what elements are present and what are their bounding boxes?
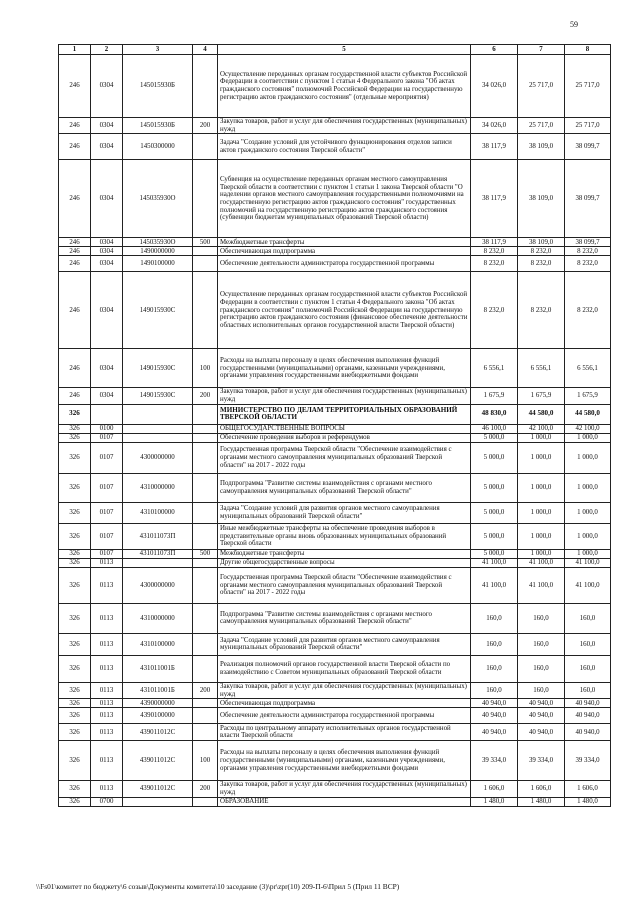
row-code: 0113 xyxy=(91,699,123,708)
row-code xyxy=(193,256,218,272)
row-code: 145015930Б xyxy=(123,55,193,118)
row-amount: 1 000,0 xyxy=(518,442,565,473)
row-code: 0107 xyxy=(91,523,123,549)
table-row xyxy=(59,523,611,549)
row-amount: 25 717,0 xyxy=(518,118,565,134)
table-row xyxy=(59,567,611,603)
row-code: 4310000000 xyxy=(123,603,193,633)
row-description: МИНИСТЕРСТВО ПО ДЕЛАМ ТЕРРИТОРИАЛЬНЫХ ОБРАЗОВАНИЙ ТВЕРСКОЙ ОБЛАСТИ xyxy=(218,404,471,424)
row-description: Расходы на выплаты персоналу в целях обеспечения выполнения функций государственными (муниципальными) органами, казенными учреждениями, органами управления государственными внебюджетными фондами xyxy=(218,349,471,388)
row-amount: 41 100,0 xyxy=(471,558,518,567)
row-code: 0113 xyxy=(91,708,123,724)
row-code: 0304 xyxy=(91,388,123,404)
row-code: 326 xyxy=(59,549,91,558)
row-amount: 34 026,0 xyxy=(471,55,518,118)
row-code: 145015930Б xyxy=(123,118,193,134)
row-code: 431011001Б xyxy=(123,655,193,682)
row-code: 326 xyxy=(59,724,91,741)
row-code: 326 xyxy=(59,741,91,781)
row-code: 0113 xyxy=(91,558,123,567)
row-code: 0113 xyxy=(91,567,123,603)
row-code: 431011001Б xyxy=(123,682,193,698)
row-amount: 8 232,0 xyxy=(518,272,565,349)
row-description: Расходы по центральному аппарату исполнительных органов государственной власти Тверской области xyxy=(218,724,471,741)
table-row xyxy=(59,473,611,502)
row-code: 145035930О xyxy=(123,238,193,247)
row-amount: 1 480,0 xyxy=(518,797,565,806)
row-code xyxy=(193,558,218,567)
row-amount: 48 830,0 xyxy=(471,404,518,424)
row-code xyxy=(193,442,218,473)
table-row xyxy=(59,55,611,118)
row-code: 439011012С xyxy=(123,781,193,797)
row-code xyxy=(123,797,193,806)
row-amount: 160,0 xyxy=(471,603,518,633)
table-row xyxy=(59,549,611,558)
row-code: 4310000000 xyxy=(123,473,193,502)
row-amount: 6 556,1 xyxy=(471,349,518,388)
row-amount: 1 000,0 xyxy=(518,433,565,442)
table-row xyxy=(59,724,611,741)
row-description: Государственная программа Тверской области "Обеспечение взаимодействия с органами местного самоуправления муниципальных образований Тверской области" на 2017 - 2022 годы xyxy=(218,442,471,473)
row-amount: 41 100,0 xyxy=(471,567,518,603)
row-code: 200 xyxy=(193,682,218,698)
row-code xyxy=(193,404,218,424)
row-amount: 1 000,0 xyxy=(565,549,611,558)
row-amount: 41 100,0 xyxy=(518,567,565,603)
row-code: 326 xyxy=(59,558,91,567)
row-amount: 5 000,0 xyxy=(471,442,518,473)
row-amount: 160,0 xyxy=(518,633,565,655)
row-code: 326 xyxy=(59,603,91,633)
table-row xyxy=(59,256,611,272)
row-code: 0304 xyxy=(91,349,123,388)
row-amount: 8 232,0 xyxy=(565,272,611,349)
row-description: Обеспечивающая подпрограмма xyxy=(218,247,471,256)
row-code: 326 xyxy=(59,433,91,442)
row-code xyxy=(193,160,218,238)
row-amount: 38 099,7 xyxy=(565,238,611,247)
row-code xyxy=(193,633,218,655)
row-amount: 8 232,0 xyxy=(565,256,611,272)
row-description: Задача "Создание условий для устойчивого функционирования отделов записи актов гражданского состояния Тверской области" xyxy=(218,134,471,160)
file-path-footer: \\Fs01\комитет по бюджету\6 созыв\Документы комитета\10 заседание (3)\pr\zpr(10) 209-П-6\Прил 5 (Прил 11 ВСР) xyxy=(36,882,400,891)
row-amount: 34 026,0 xyxy=(471,118,518,134)
row-amount: 1 606,0 xyxy=(565,781,611,797)
row-code: 4300000000 xyxy=(123,442,193,473)
table-row xyxy=(59,247,611,256)
row-amount: 6 556,1 xyxy=(565,349,611,388)
row-description: Осуществление переданных органам государственной власти субъектов Российской Федерации в соответствии с пунктом 1 статьи 4 Федерального закона "Об актах гражданского состояния" полномочий Российской Федерации на государственную регистрацию актов гражданского состояния" (отдельные мероприятия) xyxy=(218,55,471,118)
table-row xyxy=(59,655,611,682)
row-code: 500 xyxy=(193,238,218,247)
row-code xyxy=(193,708,218,724)
row-amount: 41 100,0 xyxy=(565,558,611,567)
row-code: 0107 xyxy=(91,502,123,523)
row-amount: 8 232,0 xyxy=(565,247,611,256)
row-amount: 5 000,0 xyxy=(471,502,518,523)
row-code: 0304 xyxy=(91,256,123,272)
row-amount: 41 100,0 xyxy=(565,567,611,603)
row-description: Реализация полномочий органов государственной власти Тверской области по взаимодействию с Советом муниципальных образований Тверской области xyxy=(218,655,471,682)
row-amount: 1 000,0 xyxy=(565,523,611,549)
row-amount: 8 232,0 xyxy=(518,247,565,256)
row-amount: 160,0 xyxy=(518,682,565,698)
row-amount: 25 717,0 xyxy=(565,55,611,118)
row-code: 0304 xyxy=(91,247,123,256)
row-amount: 25 717,0 xyxy=(518,55,565,118)
row-amount: 39 334,0 xyxy=(471,741,518,781)
row-description: Обеспечивающая подпрограмма xyxy=(218,699,471,708)
row-amount: 8 232,0 xyxy=(471,272,518,349)
row-amount: 1 675,9 xyxy=(471,388,518,404)
row-code xyxy=(193,603,218,633)
row-description: Обеспечение деятельности администратора государственной программы xyxy=(218,256,471,272)
row-amount: 39 334,0 xyxy=(518,741,565,781)
row-code: 326 xyxy=(59,699,91,708)
row-amount: 38 109,0 xyxy=(518,134,565,160)
row-amount: 160,0 xyxy=(565,682,611,698)
row-amount: 5 000,0 xyxy=(471,523,518,549)
row-code: 0107 xyxy=(91,433,123,442)
row-code xyxy=(193,699,218,708)
row-code: 145035930О xyxy=(123,160,193,238)
row-description: Обеспечение деятельности администратора государственной программы xyxy=(218,708,471,724)
table-row xyxy=(59,502,611,523)
page-number: 59 xyxy=(570,20,578,29)
row-code: 246 xyxy=(59,388,91,404)
column-header: 8 xyxy=(565,45,611,55)
row-amount: 160,0 xyxy=(471,682,518,698)
row-code xyxy=(193,567,218,603)
table-row xyxy=(59,797,611,806)
row-code: 0113 xyxy=(91,741,123,781)
table-row xyxy=(59,388,611,404)
row-description: Осуществление переданных органам государственной власти субъектов Российской Федерации в соответствии с пунктом 1 статьи 4 Федерального закона "Об актах гражданского состояния" полномочий Российской Федерации на государственную регистрацию актов гражданского состояния (финансовое обеспечение деятельности областных исполнительных органов государственной власти Тверской области) xyxy=(218,272,471,349)
row-code: 326 xyxy=(59,473,91,502)
column-header: 1 xyxy=(59,45,91,55)
row-code: 0107 xyxy=(91,442,123,473)
row-amount: 46 100,0 xyxy=(471,424,518,433)
row-amount: 1 000,0 xyxy=(518,502,565,523)
row-code xyxy=(193,523,218,549)
row-description: Другие общегосударственные вопросы xyxy=(218,558,471,567)
row-amount: 1 000,0 xyxy=(565,442,611,473)
row-code xyxy=(193,55,218,118)
table-row xyxy=(59,433,611,442)
row-code: 0113 xyxy=(91,655,123,682)
row-code: 246 xyxy=(59,238,91,247)
row-code: 246 xyxy=(59,256,91,272)
row-description: Расходы на выплаты персоналу в целях обеспечения выполнения функций государственными (муниципальными) органами, казенными учреждениями, органами управления государственными внебюджетными фондами xyxy=(218,741,471,781)
column-header: 7 xyxy=(518,45,565,55)
row-code: 0304 xyxy=(91,160,123,238)
row-code: 4300000000 xyxy=(123,567,193,603)
row-amount: 1 000,0 xyxy=(565,433,611,442)
table-row xyxy=(59,160,611,238)
column-header: 6 xyxy=(471,45,518,55)
row-description: Закупка товаров, работ и услуг для обеспечения государственных (муниципальных) нужд xyxy=(218,682,471,698)
row-code: 431011073П xyxy=(123,549,193,558)
column-header: 5 xyxy=(218,45,471,55)
row-amount: 160,0 xyxy=(565,603,611,633)
row-description: Государственная программа Тверской области "Обеспечение взаимодействия с органами местного самоуправления муниципальных образований Тверской области" на 2017 - 2022 годы xyxy=(218,567,471,603)
table-row xyxy=(59,272,611,349)
row-amount: 42 100,0 xyxy=(565,424,611,433)
table-row xyxy=(59,404,611,424)
row-code: 0304 xyxy=(91,238,123,247)
row-code: 326 xyxy=(59,523,91,549)
row-description: Задача "Создание условий для развития органов местного самоуправления муниципальных образований Тверской области" xyxy=(218,633,471,655)
table-header-row xyxy=(59,45,611,55)
row-amount: 44 580,0 xyxy=(518,404,565,424)
row-amount: 6 556,1 xyxy=(518,349,565,388)
row-code xyxy=(193,797,218,806)
row-amount: 160,0 xyxy=(565,633,611,655)
row-amount: 40 940,0 xyxy=(565,724,611,741)
row-code: 1490100000 xyxy=(123,256,193,272)
row-code xyxy=(193,272,218,349)
row-code: 0113 xyxy=(91,724,123,741)
row-code: 149015930С xyxy=(123,349,193,388)
row-code: 149015930С xyxy=(123,272,193,349)
row-code: 326 xyxy=(59,655,91,682)
row-code: 1490000000 xyxy=(123,247,193,256)
row-amount: 5 000,0 xyxy=(471,433,518,442)
row-amount: 5 000,0 xyxy=(471,549,518,558)
row-amount: 38 117,9 xyxy=(471,160,518,238)
row-amount: 40 940,0 xyxy=(518,708,565,724)
row-code: 0107 xyxy=(91,549,123,558)
row-amount: 25 717,0 xyxy=(565,118,611,134)
row-amount: 38 099,7 xyxy=(565,160,611,238)
row-description: Подпрограмма "Развитие системы взаимодействия с органами местного самоуправления муниципальных образований Тверской области" xyxy=(218,473,471,502)
table-row xyxy=(59,699,611,708)
row-description: Иные межбюджетные трансферты на обеспечение проведения выборов в представительные органы вновь образованных муниципальных образований Тверской области xyxy=(218,523,471,549)
row-amount: 41 100,0 xyxy=(518,558,565,567)
row-code: 4310100000 xyxy=(123,502,193,523)
row-code: 326 xyxy=(59,567,91,603)
row-amount: 40 940,0 xyxy=(518,724,565,741)
row-amount: 39 334,0 xyxy=(565,741,611,781)
row-code xyxy=(193,247,218,256)
row-code xyxy=(123,424,193,433)
row-code: 0304 xyxy=(91,55,123,118)
row-code xyxy=(123,433,193,442)
row-amount: 8 232,0 xyxy=(471,256,518,272)
row-code xyxy=(193,134,218,160)
table-row xyxy=(59,682,611,698)
row-description: Межбюджетные трансферты xyxy=(218,238,471,247)
row-amount: 160,0 xyxy=(518,655,565,682)
row-description: Закупка товаров, работ и услуг для обеспечения государственных (муниципальных) нужд xyxy=(218,781,471,797)
row-code xyxy=(193,655,218,682)
row-amount: 1 675,9 xyxy=(565,388,611,404)
row-description: Обеспечение проведения выборов и референдумов xyxy=(218,433,471,442)
row-code: 0113 xyxy=(91,781,123,797)
table-row xyxy=(59,741,611,781)
table-row xyxy=(59,708,611,724)
row-amount: 1 480,0 xyxy=(471,797,518,806)
row-amount: 38 117,9 xyxy=(471,134,518,160)
row-amount: 160,0 xyxy=(565,655,611,682)
row-amount: 40 940,0 xyxy=(518,699,565,708)
row-amount: 8 232,0 xyxy=(518,256,565,272)
row-amount: 1 675,9 xyxy=(518,388,565,404)
row-code: 0304 xyxy=(91,272,123,349)
row-description: Межбюджетные трансферты xyxy=(218,549,471,558)
row-code: 326 xyxy=(59,708,91,724)
row-code: 246 xyxy=(59,134,91,160)
row-description: Закупка товаров, работ и услуг для обеспечения государственных (муниципальных) нужд xyxy=(218,388,471,404)
row-code xyxy=(193,424,218,433)
table-row xyxy=(59,442,611,473)
row-amount: 1 606,0 xyxy=(471,781,518,797)
row-code xyxy=(193,724,218,741)
row-code: 100 xyxy=(193,349,218,388)
row-amount: 1 000,0 xyxy=(518,523,565,549)
row-code: 0113 xyxy=(91,682,123,698)
row-code: 326 xyxy=(59,682,91,698)
row-code xyxy=(123,404,193,424)
row-amount: 40 940,0 xyxy=(565,699,611,708)
row-amount: 42 100,0 xyxy=(518,424,565,433)
row-code: 326 xyxy=(59,781,91,797)
row-code: 431011073П xyxy=(123,523,193,549)
row-code xyxy=(193,473,218,502)
row-code: 246 xyxy=(59,55,91,118)
row-description: Задача "Создание условий для развития органов местного самоуправления муниципальных образований Тверской области" xyxy=(218,502,471,523)
row-amount: 38 099,7 xyxy=(565,134,611,160)
column-header: 4 xyxy=(193,45,218,55)
row-amount: 1 000,0 xyxy=(565,502,611,523)
row-code: 0107 xyxy=(91,473,123,502)
row-code: 326 xyxy=(59,797,91,806)
row-code: 326 xyxy=(59,404,91,424)
row-code: 326 xyxy=(59,442,91,473)
row-description: Субвенция на осуществление переданных органам местного самоуправления Тверской области в соответствии с пунктом 1 статьи 1 закона Тверской области "О наделении органов местного самоуправления государственными полномочиями на государственную регистрацию актов гражданского состояния" государственных полномочий на государственную регистрацию актов гражданского состояния (субвенции бюджетам муниципальных образований Тверской области) xyxy=(218,160,471,238)
row-amount: 1 606,0 xyxy=(518,781,565,797)
row-code: 200 xyxy=(193,781,218,797)
column-header: 3 xyxy=(123,45,193,55)
row-code: 439011012С xyxy=(123,724,193,741)
row-amount: 1 000,0 xyxy=(518,549,565,558)
table-row xyxy=(59,238,611,247)
row-amount: 40 940,0 xyxy=(471,708,518,724)
row-code: 246 xyxy=(59,160,91,238)
row-amount: 160,0 xyxy=(518,603,565,633)
row-code: 0304 xyxy=(91,118,123,134)
row-code: 0100 xyxy=(91,424,123,433)
row-amount: 44 580,0 xyxy=(565,404,611,424)
row-amount: 160,0 xyxy=(471,633,518,655)
row-amount: 38 109,0 xyxy=(518,160,565,238)
row-code: 149015930С xyxy=(123,388,193,404)
row-code: 326 xyxy=(59,502,91,523)
table-body xyxy=(59,55,611,807)
row-description: Закупка товаров, работ и услуг для обеспечения государственных (муниципальных) нужд xyxy=(218,118,471,134)
row-amount: 160,0 xyxy=(471,655,518,682)
row-code: 200 xyxy=(193,118,218,134)
row-code xyxy=(123,558,193,567)
row-code: 246 xyxy=(59,118,91,134)
row-code: 4390000000 xyxy=(123,699,193,708)
row-amount: 1 000,0 xyxy=(565,473,611,502)
row-code: 500 xyxy=(193,549,218,558)
row-amount: 5 000,0 xyxy=(471,473,518,502)
row-code xyxy=(91,404,123,424)
row-code: 0700 xyxy=(91,797,123,806)
row-code: 246 xyxy=(59,349,91,388)
row-code: 326 xyxy=(59,424,91,433)
row-code xyxy=(193,502,218,523)
row-code: 100 xyxy=(193,741,218,781)
row-code: 0304 xyxy=(91,134,123,160)
table-row xyxy=(59,558,611,567)
row-code: 0113 xyxy=(91,633,123,655)
table-row xyxy=(59,134,611,160)
row-code: 0113 xyxy=(91,603,123,633)
table-row xyxy=(59,603,611,633)
row-code: 4310100000 xyxy=(123,633,193,655)
row-description: ОБЩЕГОСУДАРСТВЕННЫЕ ВОПРОСЫ xyxy=(218,424,471,433)
row-amount: 38 109,0 xyxy=(518,238,565,247)
row-code: 1450300000 xyxy=(123,134,193,160)
column-header: 2 xyxy=(91,45,123,55)
row-amount: 1 480,0 xyxy=(565,797,611,806)
row-description: Подпрограмма "Развитие системы взаимодействия с органами местного самоуправления муниципальных образований Тверской области" xyxy=(218,603,471,633)
row-code: 200 xyxy=(193,388,218,404)
row-amount: 8 232,0 xyxy=(471,247,518,256)
row-description: ОБРАЗОВАНИЕ xyxy=(218,797,471,806)
table-row xyxy=(59,349,611,388)
row-code xyxy=(193,433,218,442)
row-code: 246 xyxy=(59,247,91,256)
budget-table xyxy=(58,44,611,807)
row-code: 4390100000 xyxy=(123,708,193,724)
table-row xyxy=(59,633,611,655)
row-code: 326 xyxy=(59,633,91,655)
row-code: 439011012С xyxy=(123,741,193,781)
row-amount: 40 940,0 xyxy=(565,708,611,724)
table-row xyxy=(59,118,611,134)
row-amount: 1 000,0 xyxy=(518,473,565,502)
table-row xyxy=(59,781,611,797)
row-amount: 40 940,0 xyxy=(471,699,518,708)
table-row xyxy=(59,424,611,433)
row-amount: 40 940,0 xyxy=(471,724,518,741)
row-amount: 38 117,9 xyxy=(471,238,518,247)
row-code: 246 xyxy=(59,272,91,349)
